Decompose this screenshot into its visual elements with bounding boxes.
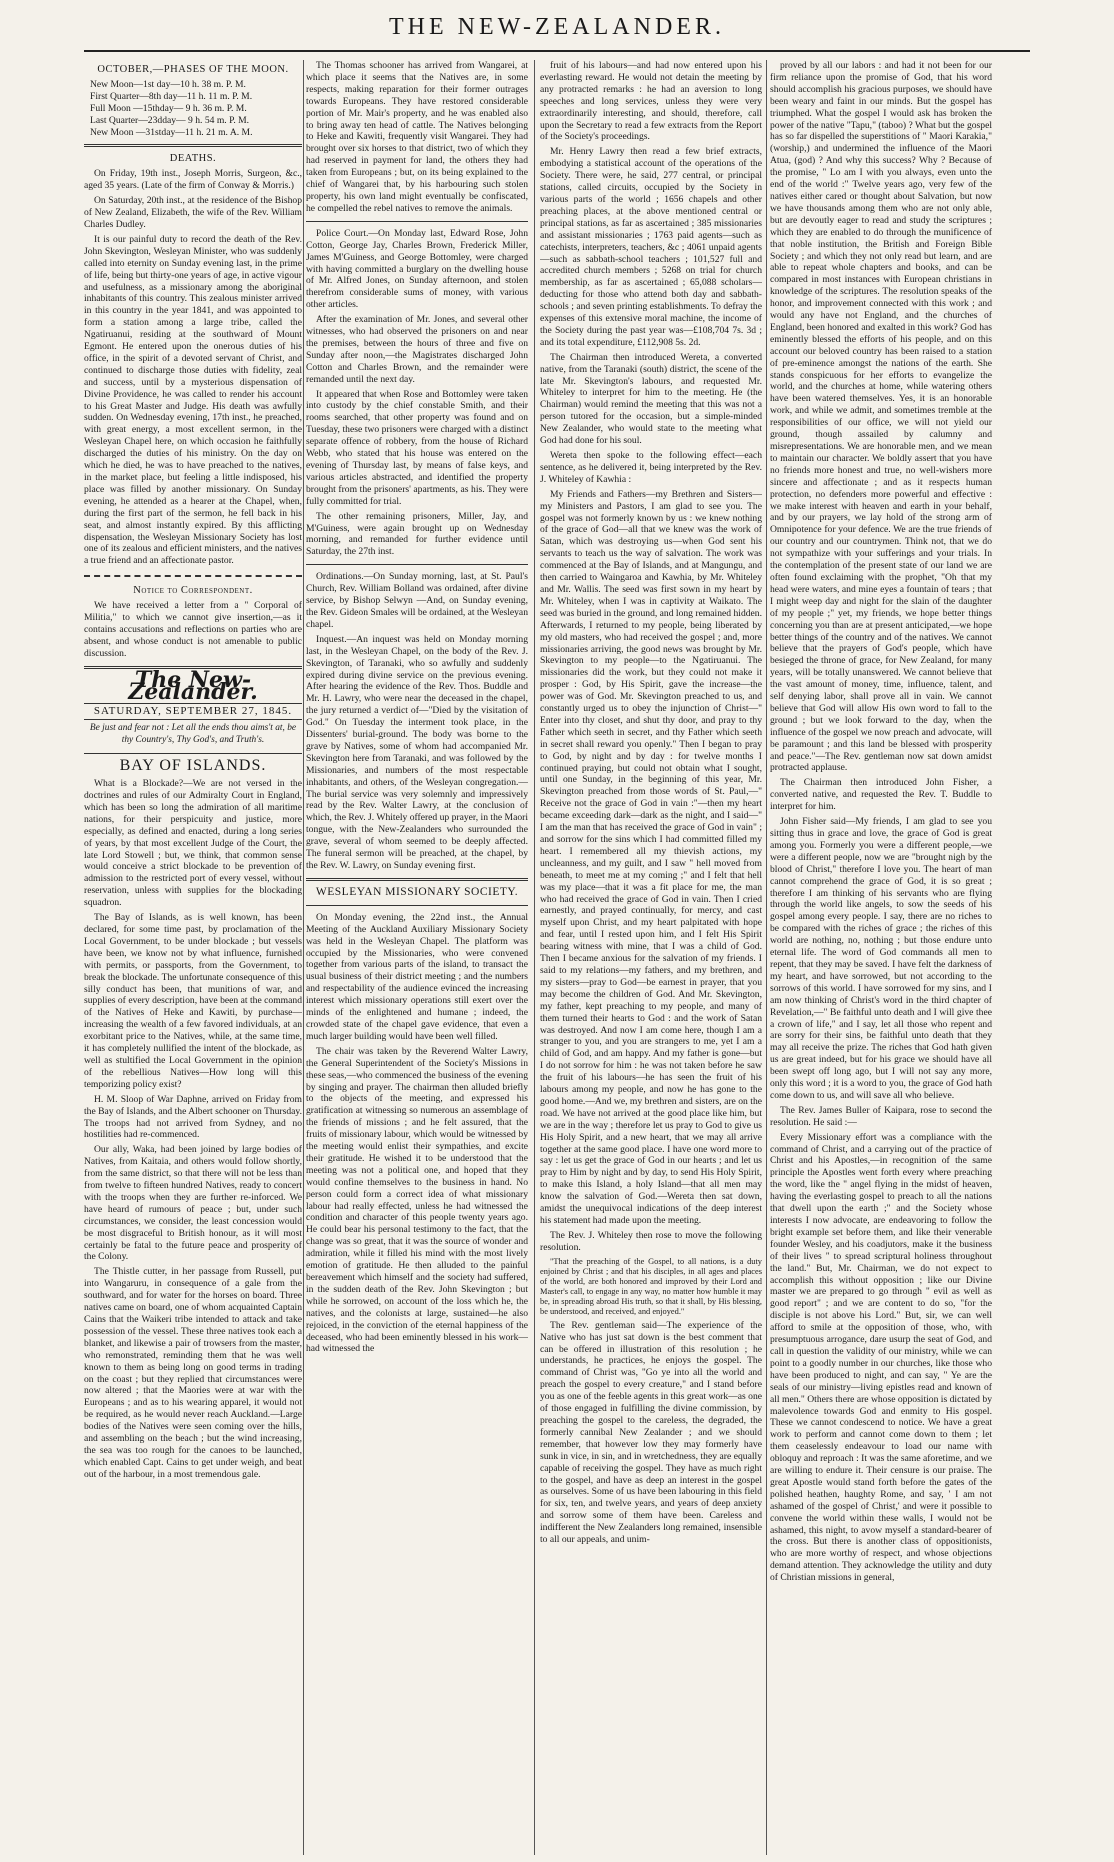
moon-phases-table: [84, 79, 302, 139]
article-paragraph: My Friends and Fathers—my Brethren and Sisters—my Ministers and Pastors, I am glad to see you. The gospel was not formerly known by us : we knew nothing of the grace of God—all that we knew was the work of Satan, which was destroying us—when God sent his servants to teach us the way of salvation. The work was commenced at the Bay of Islands, and at Mangungu, and then carried to Waingaroa and Kawhia, by Mr. Whiteley and Mr. Wallis. The seed was first sown in my heart by Mr. Whiteley, when I was in captivity at Waikato. The seed was buried in the ground, and long remained hidden. Afterwards, I returned to my people, being liberated by my old masters, who had received the gospel ; and, more missionaries arriving, the good news was brought by Mr. Skevington to my people—to the Ngatiruanui. The missionaries did the work, but they could not make it prosper : God, by His Spirit, gave the increase—the power was of God. Mr. Skevington preached to us, and constantly urged us to obey the injunction of Christ—" Enter into thy closet, and shut thy door, and pray to thy Father which seeth in secret, and thy Father which seeth in secret shall reward you openly." Then I began to pray to God, by night and by day : for twelve months I continued praying, but could not obtain what I sought, until one Sunday, in the beginning of this year, Mr. Skevington preached from those words of St. Paul,—" Receive not the grace of God in vain :"—then my heart became exceeding dark—dark as the night, and I said—" I am the man that has received the grace of God in vain" ; and sorrow for the sins which I had committed filled my heart. I remembered all my thievish actions, my uncleanness, and my guilt, and I saw " hell moved from beneath, to meet me at my coming ;" and I felt that hell was my place—that it was a fit place for me, the man who had received the grace of God in vain. Then I cried earnestly, and prayed continually, for mercy, and cast myself upon Christ, and my heart palpitated with hope and fear, until I rested upon him, and I felt His Spirit bearing witness with mine, that I was a child of God. Then I became anxious for the salvation of my friends. I said to my relations—my fathers, and my brethren, and my sisters—pray to God—be earnest in prayer, that you may become the children of God. And Mr. Skevington, my father, kept preaching to my people, and many of them turned their hearts to God : and the work of Satan was destroyed. And now I am come here, though I am a stranger to you, and you are strangers to me, yet I am a child of God, and am happy. And my father is gone—but I do not sorrow for him : he was not taken before he saw the fruit of his labours—he has seen the fruit of his labours among my people, and now he has gone to the good home.—And we, my brethren and sisters, are on the road. We have not arrived at the good place like him, but we are in the way ; therefore let us pray to God to give us His Holy Spirit, and a new heart, that we may all arrive together at the same good place. I have one word more to say : let us get the grace of God in our hearts ; and let us pray to Him by night and by day, to send His Holy Spirit, to make this Island, a holy Island—that all men may know the salvation of God.—Wereta then sat down, amidst the unequivocal indications of the deep interest his statement had made upon the meeting.: [540, 488, 762, 1226]
article-paragraph: The Rev. gentleman said—The experience of the Native who has just sat down is the best comment that can be offered in illustration of this resolution ; he understands, he practices, he enjoys the gospel. The command of Christ was, "Go ye into all the world and preach the gospel to every creature," and I stand before you as one of the feeble agents in this great work—as one of those engaged in fulfilling the divine commission, by preaching the gospel to the careless, the degraded, the formerly cannibal New Zealander ; and we should remember, that however low they may formerly have sunk in vice, in sin, and in wretchedness, they are equally capable of receiving the gospel. They have as much right to the gospel, and have as deep an interest in the gospel as ourselves. Some of us have been labouring in this field for six, ten, and twelve years, and years of deep anxiety and sorrow some of them have been. Careless and indifferent the New Zealanders long remained, insensible to all our appeals, and unim-: [540, 1319, 762, 1546]
resolution-text: "That the preaching of the Gospel, to all nations, is a duty enjoined by Christ ; and that his disciples, in all ages and places of the world, are both honored and improved by their Lord and Master's call, to engage in any way, no matter how humble it may be, in spreading abroad His truth, so that it shall, by His blessing, be understood, and received, and enjoyed.": [540, 1256, 762, 1316]
divider: [84, 753, 302, 754]
moon-phase-row: Last Quarter—23dday— 9 h. 54 m. P. M.: [90, 114, 250, 126]
article-paragraph: Every Missionary effort was a compliance with the command of Christ, and a carrying out of the practice of Christ and his Apostles,—in recognition of the same principle the Apostles went forth every where preaching the word, like the " angel flying in the midst of heaven, having the everlasting gospel to preach to all the nations that dwell upon the earth ;" and the Society whose interests I now advocate, are endeavoring to follow the bright example set before them, and like their venerable founder Wesley, and his coadjutors, make it the business of their lives " to spread scriptural holiness throughout the land." But, Mr. Chairman, we do not expect to accomplish this without opposition ; like our Divine master we are prepared to go through " evil as well as good report" ; and we are content to do so, "for the disciple is not above his Lord." But, sir, we can well afford to smile at the opposition of those, who, with presumptuous arrogance, dare usurp the seat of God, and call in question the validity of our ministry, while we can point to a goodly number in our churches, like those who have been produced to night, and can say, " Ye are the seals of our ministry—living epistles read and known of all men." Others there are whose opposition is dictated by malevolence towards God and enmity to His gospel. These we cannot condescend to notice. We have a great work to perform and cannot come down to them ; let them ceaselessly endeavour to load our name with obloquy and reproach : It was the same aforetime, and we are willing to endure it. Their censure is our praise. The great Apostle would stand forth before the gates of the polished heathen, haughty Rome, and say, ' I am not ashamed of the gospel of Christ,' and were it possible to convene the world within these walls, I would not be ashamed, this night, to avow myself a standard-bearer of the cross. But there is another class of oppositionists, who are more worthy of respect, and whose objections demand attention. They acknowledge the utility and duty of Christian missions in general,: [770, 1131, 992, 1584]
masthead-rule: [84, 50, 1030, 52]
police-court-paragraph: Police Court.—On Monday last, Edward Rose, John Cotton, George Jay, Charles Brown, Frederick Miller, James M'Guiness, and George Bottomley, were charged with having committed a burglary on the dwelling house of Mr. Alfred Jones, on Sunday afternoon, and stolen therefrom considerable sums of money, with various other articles.: [306, 227, 528, 311]
ordinations-paragraph: Ordinations.—On Sunday morning, last, at St. Paul's Church, Rev. William Bolland was ordained, after divine service, by Bishop Selwyn —And, on Sunday evening, the Rev. Gideon Smales will be ordained, at the Wesleyan chapel.: [306, 571, 528, 630]
moon-phase-row: New Moon —31stday—11 h. 21 m. A. M.: [90, 126, 253, 138]
article-paragraph: H. M. Sloop of War Daphne, arrived on Friday from the Bay of Islands, and the Albert schooner on Thursday. The troops had not arrived from Sydney, and no hostilities had re-commenced.: [84, 1093, 302, 1141]
paper-title: The New-Zealander.: [128, 666, 258, 705]
divider: [306, 564, 528, 565]
bay-of-islands-title: BAY OF ISLANDS.: [119, 757, 267, 775]
divider: [306, 905, 528, 906]
article-paragraph: The Rev. James Buller of Kaipara, rose to second the resolution. He said :—: [770, 1104, 992, 1128]
notice-title: Notice to Correspondent.: [133, 585, 253, 597]
police-court-paragraph: After the examination of Mr. Jones, and several other witnesses, who had observed the prisoners on and near the premises, between the hours of three and five on Sunday after noon,—the Magistrates discharged John Cotton and Charles Brown, and the remainder were remanded until the next day.: [306, 314, 528, 385]
article-paragraph: John Fisher said—My friends, I am glad to see you sitting thus in grace and love, the grace of God is great among you. Formerly you were a different people,—we were a different people, now we are "brought nigh by the blood of Christ," therefore I love you. The heart of man cannot comprehend the grace of God, it is so great ; therefore I am thinking of his servants who are flying through the world like angels, to sow the seeds of his gospel among every people. I say, there are no riches to be compared with the riches of grace ; the riches of this world are nothing, no, nothing ; but those endure unto eternal life. The word of God commands all men to repent, that they may be saved. I have felt the darkness of my heart, and have sorrowed, but not according to the sorrows of this world. I have sorrowed for my sins, and I am now thinking of Christ's word in the third chapter of Revelation,—" Be faithful unto death and I will give thee a crown of life," and I say, let all those who repent and are sorry for their sins, be faithful unto death that they may all receive the prize. The riches that God hath given us are great indeed, but for his grace we should have all been swept off long ago, but I will not say any more, only this word ; it is a word to you, the grace of God hath come down to us, and will save all who believe.: [770, 816, 992, 1101]
dateline: SATURDAY, SEPTEMBER 27, 1845.: [84, 703, 302, 721]
divider: [306, 221, 528, 222]
moon-phases-title: OCTOBER,—PHASES OF THE MOON.: [97, 64, 289, 75]
column-divider: [303, 60, 304, 1855]
police-court-paragraph: The other remaining prisoners, Miller, Jay, and M'Guiness, were again brought up on Wednesday morning, and remanded for further evidence until Saturday, the 27th inst.: [306, 510, 528, 558]
police-court-paragraph: It appeared that when Rose and Bottomley were taken into custody by the chief constable Smith, and their rooms searched, that other property was found and on Tuesday, these two prisoners were charged with a distinct separate offence of robbery, from the house of Richard Webb, who stated that his house was entered on the evening of Thursday last, by means of false keys, and various articles abstracted, and identified the property brought from the prisoners' apartments, as his. They were fully committed for trial.: [306, 388, 528, 507]
column-4: [770, 60, 992, 1855]
column-3: [540, 60, 762, 1855]
moon-phase-row: First Quarter—8th day—11 h. 11 m. P. M.: [90, 90, 253, 102]
divider: [84, 144, 302, 147]
divider: [84, 575, 302, 577]
article-paragraph: The Chairman then introduced John Fisher, a converted native, and requested the Rev. T. Buddle to interpret for him.: [770, 777, 992, 813]
column-2: [306, 60, 528, 1855]
deaths-title: DEATHS.: [169, 153, 217, 165]
column-1: [84, 60, 302, 1855]
article-paragraph: The chair was taken by the Reverend Walter Lawry, the General Superintendent of the Society's Missions in these seas,—who commenced the business of the evening by singing and prayer. The chairman then alluded briefly to the objects of the meeting, and expressed his gratification at witnessing so numerous an assemblage of the friends of missions ; and he felt assured, that the fruits of missionary labour, which would be witnessed by the meeting would enlist their sympathies, and excite their gratitude. He wished it to be understood that the meeting was not a political one, and hoped that they would confine themselves to the business in hand. No person could form a correct idea of what missionary labour had really effected, unless he had witnessed the condition and character of this people twenty years ago. He could bear his personal testimony to the fact, that the change was so great, that it was the source of wonder and admiration, while it filled his mind with the most lively emotion of gratitude. He then alluded to the painful bereavement which himself and the society had suffered, in the sudden death of the Rev. John Skevington ; but while he sorrowed, on account of the loss which he, the natives, and the colonists at large, sustained—he also rejoiced, in the conviction of the eternal happiness of the deceased, who had been eminently blessed in his work—had witnessed the: [306, 1045, 528, 1355]
article-paragraph: Wereta then spoke to the following effect—each sentence, as he delivered it, being interpreted by the Rev. J. Whiteley of Kawhia :: [540, 450, 762, 485]
divider: [306, 878, 528, 881]
article-paragraph: proved by all our labors : and had it not been for our firm reliance upon the promise of God, that his word should accomplish his gracious purposes, we should have been weary and faint in our minds. But the gospel has triumphed. What the gospel I would ask has broken the power of the native "Tapu," (taboo) ? What but the gospel has so far dispelled the superstitions of " Maori Karakia," (worship,) and undermined the influence of the Maori Atua, (god) ? And why this success? Why ? Because of the promise, " Lo am I with you always, even unto the end of the world :" Twelve years ago, very few of the natives either cared or thought about Salvation, but now we have thousands among them who are not only able, but are devoutly eager to read and study the scriptures ; which they are enabled to do through the munificence of that noble institution, the British and Foreign Bible Society ; and which they not only read but learn, and are able to repeat whole chapters and books, and can be compared in most instances with European christians in knowledge of the scriptures. The resolution speaks of the honor, and improvement connected with this work ; and would any have not England, and the churches of England, been honored and exalted in this work? God has eminently blessed the efforts of his people, and on this account our beloved country has been raised to a station of pre-eminence amongst the nations of the earth. She stands conspicuous for her efforts to evangelize the world, and the churches at home, while watering others have been watered themselves. Yes, it is an honorable work, and while we admit, and sometimes tremble at the responsibilities of our office, we will not yield our ground, though assailed by calumny and misrepresentations. We are honorable men, and we mean to maintain our character. We boldly assert that you have no friends more honest and true, no well-wishers more sincere and affectionate ; and as it respects human protection, no defenders more powerful and effective : we make interest with heaven and earth in your behalf, and by our prayers, we lay hold of the strong arm of Omnipotence for your defence. We are the true friends of our country and our countrymen. Think not, that we do not sympathize with your sufferings and your trials. In the contemplation of the present state of our land we are often found exclaiming with the prophet, "Oh that my head were waters, and mine eyes a fountain of tears ; that I might weep day and night for the slain of the daughter of my people ;" yet, my friends, we hope better things concerning you than are at present anticipated,—we hope better things of the country and of the natives. We cannot believe that the prayers of God's people, which have besieged the throne of grace, for New Zealand, for many years, will be totally unanswered. We cannot believe that the vast amount of money, time, influence, talent, and self denying labor, shall prove all in vain. We cannot believe that God will allow His own word to fall to the ground ; but we look forward to the day, when the influence of the gospel we now preach and advocate, will be paramount ; and this land be blessed with prosperity and peace."—The Rev. gentleman now sat down amidst protracted applause.: [770, 60, 992, 774]
moon-phase-row: Full Moon —15thday— 9 h. 36 m. P. M.: [90, 102, 247, 114]
article-paragraph: On Monday evening, the 22nd inst., the Annual Meeting of the Auckland Auxiliary Missionary Society was held in the Wesleyan Chapel. The platform was occupied by the Missionaries, who were convened together from various parts of the island, to transact the usual business of their district meeting ; and the numbers and respectability of the audience evinced the increasing interest which missionary operations still exert over the minds of the enlightened and humane ; indeed, the crowded state of the chapel gave evidence, that even a much larger building would have been well filled.: [306, 911, 528, 1042]
moon-phase-row: New Moon—1st day—10 h. 38 m. P. M.: [90, 78, 246, 90]
article-paragraph: What is a Blockade?—We are not versed in the doctrines and rules of our Admiralty Court in England, which has been so long the admiration of all maritime nations, for their perspicuity and justice, more especially, as defined and enacted, during a long series of years, by that most excellent Judge of the Court, the late Lord Stowell ; but, we think, that common sense would conceive a strict blockade to be prevention of admission to the restricted port of every vessel, without reservation, unless with supplies for the blockading squadron.: [84, 778, 302, 909]
article-paragraph: The Thistle cutter, in her passage from Russell, put into Wangaruru, in consequence of a gale from the southward, and for water for the horses on board. Three natives came on board, one of whom acquainted Captain Cains that the Waikeri tribe intended to attack and take possession of the vessel. These three natives took each a blanket, and likewise a pair of trowsers from the master, who remonstrated, reminding them that he was well known to them as being long on good terms in trading on the coast ; but they replied that circumstances were now altered ; that the Maories were at war with the Europeans ; and as to his wearing apparel, it would not be required, as he would never reach Auckland.—Large bodies of the Natives were seen coming over the hills, and assembling on the beach ; but the wind increasing, the sea was too rough for the canoes to be launched, which enabled Capt. Cains to get under weigh, and beat out of the harbour, in a most tremendous gale.: [84, 1266, 302, 1480]
column-divider: [534, 60, 535, 1855]
death-notice: On Saturday, 20th inst., at the residence of the Bishop of New Zealand, Elizabeth, the wife of the Rev. William Charles Dudley.: [84, 195, 302, 230]
death-notice: It is our painful duty to record the death of the Rev. John Skevington, Wesleyan Minister, who was suddenly called into eternity on Sunday evening last, in the prime of life, being but thirty-one years of age, in active vigour and usefulness, as a missionary among the aboriginal inhabitants of this country. This zealous minister arrived in this country in the year 1841, and was appointed to form a station among a large tribe, called the Ngatiruanui, residing at the southward of Mount Egmont. He entered upon the onerous duties of his office, in the spirit of a devoted servant of Christ, and continued to discharge those duties with fidelity, zeal and success, until by a mysterious dispensation of Divine Providence, he was called to render his account to his Great Master and Judge. His death was awfully sudden. On Wednesday evening, 17th inst., he preached, with great energy, a most excellent sermon, in the Wesleyan Chapel here, on which occasion he faithfully discharged the duties of his ministry. On the day on which he died, he was to have preached to the natives, in the market place, but feeling a little indisposed, his place was filled by another missionary. On Sunday evening, he attended as a hearer at the Chapel, when, during the first part of the sermon, he fell back in his seat, and almost instantly expired. By this afflicting dispensation, the Wesleyan Missionary Society has lost one of its zealous and efficient ministers, and the natives a true friend and an affectionate pastor.: [84, 233, 302, 567]
death-notice: On Friday, 19th inst., Joseph Morris, Surgeon, &c., aged 35 years. (Late of the firm of Conway & Morris.): [84, 168, 302, 192]
article-paragraph: fruit of his labours—and had now entered upon his everlasting reward. He would not detain the meeting by any protracted remarks : he had an aversion to long speeches and long services, unless they were very extraordinarily interesting, and should, therefore, call upon the Secretary to read a few extracts from the Report of the Society's proceedings.: [540, 60, 762, 143]
column-divider: [766, 60, 767, 1855]
wesleyan-title: WESLEYAN MISSIONARY SOCIETY.: [315, 885, 519, 898]
masthead: THE NEW-ZEALANDER.: [389, 14, 725, 40]
inquest-paragraph: Inquest.—An inquest was held on Monday morning last, in the Wesleyan Chapel, on the body of the Rev. J. Skevington, of Taranaki, who so awfully and suddenly expired during divine service on the previous evening. After hearing the evidence of the Rev. Thos. Buddle and Mr. H. Lawry, who were near the deceased in the chapel, the jury returned a verdict of—"Died by the visitation of God." On Tuesday the interment took place, in the Dissenters' burial-ground. The body was borne to the grave by Natives, some of whom had accompanied Mr. Skevington here from Taranaki, and was followed by the Missionaries, and numbers of the most respectable inhabitants, and others, of the Wesleyan congregation.—The burial service was very solemnly and impressively read by the Rev. Walter Lawry, at the conclusion of which, the Rev. J. Whitely offered up prayer, in the Maori tongue, with the New-Zealanders who surrounded the grave, several of whom seemed to be deeply affected. The funeral sermon will be preached, at the chapel, by the Rev. W. Lawry, on Sunday evening first.: [306, 633, 528, 871]
article-paragraph: The Bay of Islands, as is well known, has been declared, for some time past, by proclamation of the Local Government, to be under blockade ; but vessels have been, we know not by what influence, furnished with permits, or passports, from the Government, to break the blockade. The unfortunate consequence of this silly conduct has been, that munitions of war, and supplies of every description, have been at the command of the Natives of Heke and Kawiti, by purchase—increasing the wealth of a few favored individuals, at an exorbitant price to the Natives, while, at the same time, it has completely nullified the intent of the blockade, as well as stultified the Local Government in the opinion of the rebellious Natives—How long will this temporizing policy exist?: [84, 912, 302, 1090]
motto: Be just and fear not : Let all the ends thou aims't at, be thy Country's, Thy God's, and Truth's.: [89, 723, 297, 746]
article-paragraph: Our ally, Waka, had been joined by large bodies of Natives, from Kaitaia, and others would follow shortly, from the same district, so that there will not be less than from twelve to fifteen hundred Natives, ready to concert with the troops when they are further re-inforced. We have heard of rumours of peace ; but, under such circumstances, we consider, the least concession would be most disgraceful to British honour, as it will most certainly be fatal to the future peace and prosperity of the Colony.: [84, 1144, 302, 1263]
article-paragraph: The Rev. J. Whiteley then rose to move the following resolution.: [540, 1229, 762, 1253]
article-paragraph: Mr. Henry Lawry then read a few brief extracts, embodying a statistical account of the operations of the Society. There were, he said, 277 central, or principal stations, called circuits, occupied by the Society in various parts of the world ; 1656 chapels and other preaching places, at the above mentioned central or principal stations, as far as ascertained ; 385 missionaries and assistant missionaries ; 1763 paid agents—such as catechists, interpreters, teachers, &c ; 4061 unpaid agents—such as sabbath-school teachers ; 101,527 full and accredited church members ; 5268 on trial for church membership, as far as ascertained ; 65,088 scholars—deducting for those who attend both day and sabbath-schools ; and seven printing establishments. To defray the expenses of this extensive moral machine, the income of the Society during the past year was—£108,704 7s. 3d ; and its total expenditure, £112,908 5s. 2d.: [540, 146, 762, 348]
article-paragraph: The Chairman then introduced Wereta, a converted native, from the Taranaki (south) district, the scene of the late Mr. Skevington's labours, and requested Mr. Whiteley to interpret for him to the meeting. He (the Chairman) would remind the meeting that this was not a person tutored for the occasion, but a simple-minded New Zealander, who would state to the meeting what God had done for his soul.: [540, 351, 762, 447]
notice-text: We have received a letter from a " Corporal of Militia," to which we cannot give insertion,—as it contains accusations and reflections on parties who are absent, and whose conduct is not amenable to public discussion.: [84, 600, 302, 659]
article-paragraph: The Thomas schooner has arrived from Wangarei, at which place it seems that the Natives are, in some respects, making reparation for their former outrages towards Europeans. They have restored considerable portion of Mr. Mair's property, and he was enabled also to bring away ten head of cattle. The Natives belonging to Heke and Kawiti, frequently visit Wangarei. They had brought over six horses to that district, two of which they had reserved in payment for land, the others they had taken from Europeans ; but, on its being explained to the chief of Wangarei that, by his harbouring such stolen property, his own land might eventually be confiscated, he compelled the rebel natives to remove the animals.: [306, 60, 528, 214]
